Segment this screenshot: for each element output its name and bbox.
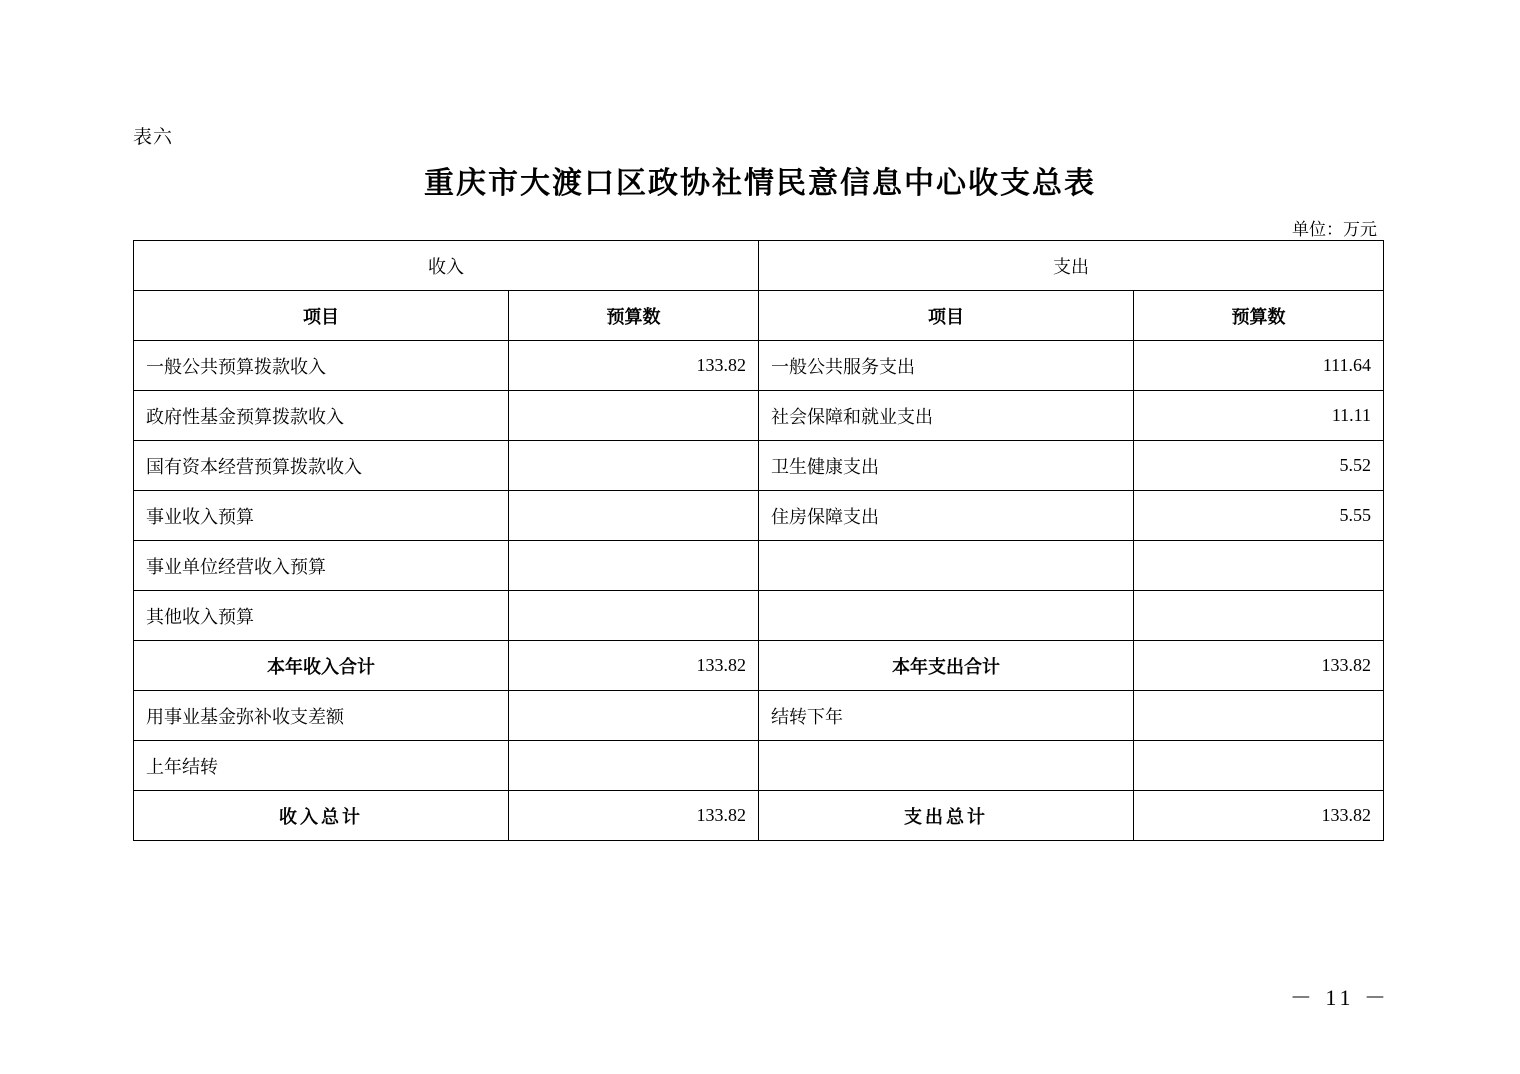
group-header-expenditure: 支出 [759,241,1384,291]
table-row [134,741,1384,791]
table-column-header-row [134,291,1384,341]
column-header-expenditure-item: 项目 [759,291,1134,341]
income-budget [509,741,759,791]
income-item: 用事业基金弥补收支差额 [134,691,509,741]
expenditure-budget [1134,541,1384,591]
table-row-subtotal [134,641,1384,691]
table-row [134,541,1384,591]
expenditure-item [759,541,1134,591]
income-budget: 133.82 [509,341,759,391]
column-header-income-budget: 预算数 [509,291,759,341]
expenditure-budget: 11.11 [1134,391,1384,441]
expenditure-budget: 133.82 [1134,641,1384,691]
income-item: 事业单位经营收入预算 [134,541,509,591]
expenditure-item: 社会保障和就业支出 [759,391,1134,441]
column-header-expenditure-budget: 预算数 [1134,291,1384,341]
expenditure-budget [1134,591,1384,641]
income-budget [509,391,759,441]
expenditure-item: 一般公共服务支出 [759,341,1134,391]
income-budget: 133.82 [509,641,759,691]
income-budget [509,591,759,641]
expenditure-item: 支出总计 [759,791,1134,841]
table-row [134,341,1384,391]
table-row-grand-total [134,791,1384,841]
page-title: 重庆市大渡口区政协社情民意信息中心收支总表 [424,167,1096,200]
expenditure-item: 住房保障支出 [759,491,1134,541]
expenditure-budget [1134,691,1384,741]
expenditure-budget: 111.64 [1134,341,1384,391]
table-row [134,591,1384,641]
table-row [134,491,1384,541]
income-item: 收入总计 [134,791,509,841]
income-item: 其他收入预算 [134,591,509,641]
expenditure-item: 卫生健康支出 [759,441,1134,491]
group-header-income: 收入 [134,241,759,291]
table-row [134,441,1384,491]
expenditure-item: 本年支出合计 [759,641,1134,691]
expenditure-item [759,741,1134,791]
table-group-header-row [134,241,1384,291]
table-row [134,391,1384,441]
income-budget [509,691,759,741]
unit-note: 单位：万元 [1292,220,1377,239]
income-budget [509,541,759,591]
expenditure-item: 结转下年 [759,691,1134,741]
income-item: 本年收入合计 [134,641,509,691]
income-budget [509,441,759,491]
expenditure-budget: 133.82 [1134,791,1384,841]
income-item: 上年结转 [134,741,509,791]
page-number: － 11 － [1289,985,1390,1010]
income-item: 一般公共预算拨款收入 [134,341,509,391]
table-label: 表六 [133,127,174,148]
income-budget: 133.82 [509,791,759,841]
expenditure-budget: 5.55 [1134,491,1384,541]
column-header-income-item: 项目 [134,291,509,341]
income-item: 国有资本经营预算拨款收入 [134,441,509,491]
income-budget [509,491,759,541]
expenditure-item [759,591,1134,641]
income-item: 政府性基金预算拨款收入 [134,391,509,441]
expenditure-budget [1134,741,1384,791]
table-row [134,691,1384,741]
expenditure-budget: 5.52 [1134,441,1384,491]
income-item: 事业收入预算 [134,491,509,541]
budget-summary-table [133,240,1384,841]
